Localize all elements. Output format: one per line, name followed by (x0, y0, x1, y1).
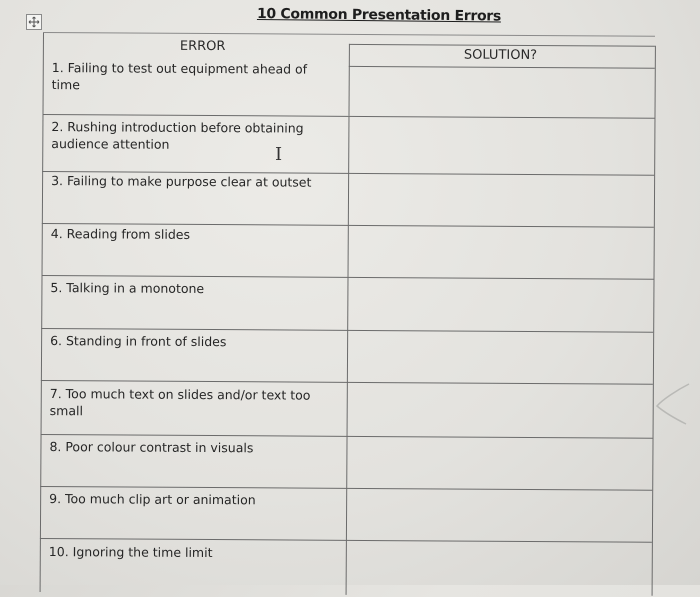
column-divider (347, 278, 348, 331)
column-divider (346, 437, 347, 489)
error-cell: 3. Failing to make purpose clear at outset (51, 173, 312, 190)
table-row (41, 275, 653, 333)
column-divider (348, 226, 349, 278)
error-cell: 4. Reading from slides (50, 226, 191, 242)
table-row (41, 380, 653, 439)
column-divider (348, 44, 349, 116)
error-cell: 5. Talking in a monotone (50, 280, 205, 296)
move-handle-icon[interactable] (26, 14, 42, 30)
pen-mark-icon (652, 380, 692, 430)
solution-column-header: SOLUTION? (463, 47, 538, 64)
column-divider (346, 541, 347, 595)
error-cell: 6. Standing in front of slides (50, 333, 227, 350)
column-divider (348, 117, 349, 174)
column-divider (347, 331, 348, 383)
table-row (42, 57, 654, 118)
table-row (40, 434, 652, 491)
column-divider (347, 383, 348, 437)
error-cell: 10. Ignoring the time limit (48, 544, 213, 561)
errors-table (40, 32, 658, 596)
column-divider (348, 174, 349, 226)
error-column-header: ERROR (179, 38, 226, 55)
error-cell: 9. Too much clip art or animation (49, 491, 256, 508)
text-cursor-icon: I (275, 144, 283, 165)
table-row (42, 114, 654, 176)
error-cell: 1. Failing to test out equipment ahead of time (51, 60, 308, 93)
error-cell: 7. Too much text on slides and/or text too small (49, 386, 311, 419)
error-cell: 8. Poor colour contrast in visuals (49, 439, 254, 456)
move-arrows-icon (28, 16, 40, 28)
column-divider (346, 489, 347, 541)
table-row (42, 223, 654, 280)
table-row (42, 171, 654, 228)
table-row (40, 486, 652, 543)
table-row (40, 538, 652, 597)
table-row (41, 328, 653, 385)
error-cell: 2. Rushing introduction before obtaining audience attention (51, 119, 304, 152)
solution-row-rule (349, 66, 655, 69)
page-title: 10 Common Presentation Errors (256, 6, 502, 25)
